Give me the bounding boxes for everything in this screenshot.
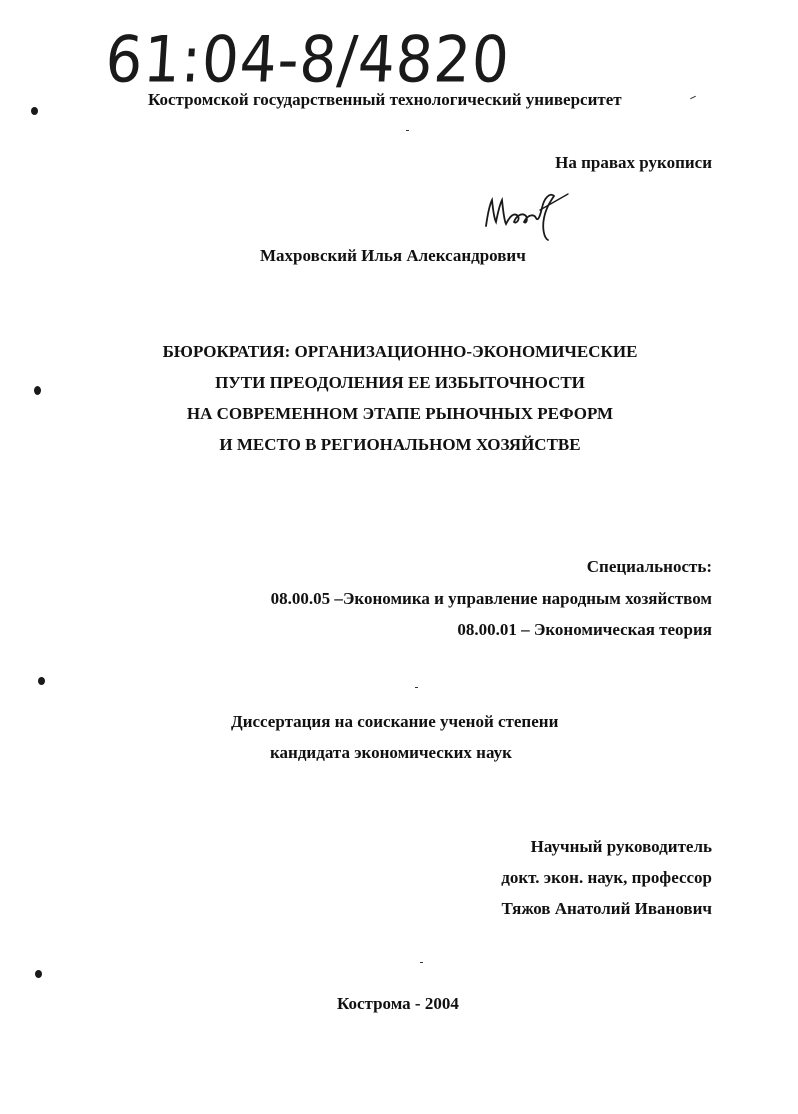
signature-icon [480,182,570,242]
scan-mark [35,970,42,978]
title-line: БЮРОКРАТИЯ: ОРГАНИЗАЦИОННО-ЭКОНОМИЧЕСКИЕ [162,342,638,361]
supervisor-label: Научный руководитель [530,837,712,856]
scan-speck [406,130,409,131]
university-name: Костромской государственный технологический университет [148,90,622,109]
city-year: Кострома - 2004 [337,994,459,1013]
scan-speck [415,687,418,688]
dissertation-title [100,336,700,460]
title-line: И МЕСТО В РЕГИОНАЛЬНОМ ХОЗЯЙСТВЕ [219,435,581,454]
scan-speck [420,962,423,963]
specialty-item: 08.00.01 – Экономическая теория [457,620,712,639]
specialty-item: 08.00.05 –Экономика и управление народным хозяйством [270,589,712,608]
title-line: ПУТИ ПРЕОДОЛЕНИЯ ЕЕ ИЗБЫТОЧНОСТИ [215,373,585,392]
degree-line-1: Диссертация на соискание ученой степени [231,712,559,731]
degree-line-2: кандидата экономических наук [270,743,512,762]
specialty-label: Специальность: [586,557,712,576]
author-name: Махровский Илья Александрович [260,246,526,265]
handwritten-archive-number: 61:04-8/4820 [103,22,513,97]
rights-note: На правах рукописи [555,153,712,172]
scan-mark [34,386,41,395]
scan-mark [38,677,45,685]
scan-speck [690,96,696,99]
title-line: НА СОВРЕМЕННОМ ЭТАПЕ РЫНОЧНЫХ РЕФОРМ [186,404,614,423]
supervisor-degree: докт. экон. наук, профессор [501,868,712,887]
supervisor-name: Тяжов Анатолий Иванович [501,899,712,918]
scan-mark [31,107,38,115]
